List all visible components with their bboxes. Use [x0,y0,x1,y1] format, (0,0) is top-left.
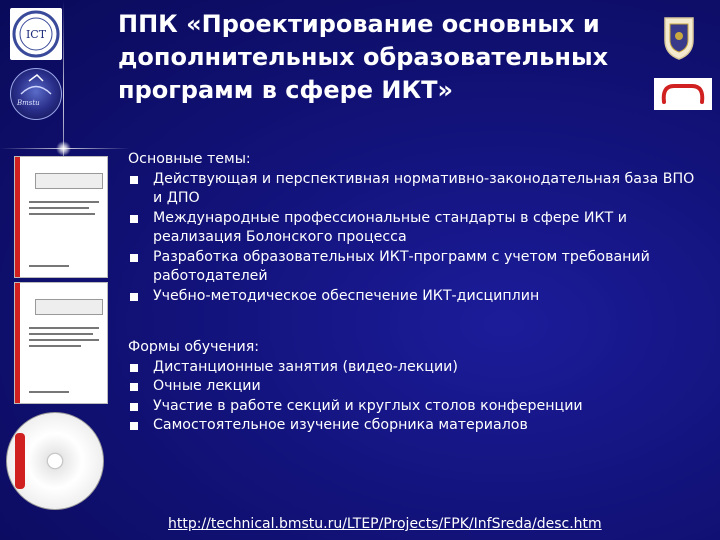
bullet-icon [130,293,138,301]
decorative-star [56,141,71,156]
partner-logo [654,78,712,110]
bullet-icon [130,176,138,184]
list-item: Очные лекции [128,377,698,397]
bmstu-logo [10,68,62,120]
book-cover-1 [14,156,108,278]
list-item: Участие в работе секций и круглых столов конференции [128,397,698,417]
section-heading-topics: Основные темы: [128,151,251,167]
slide-content [128,150,698,436]
bullet-icon [130,383,138,391]
section-heading-forms: Формы обучения: [128,339,260,355]
list-item: Дистанционные занятия (видео-лекции) [128,358,698,378]
page-title: ППК «Проектирование основных и дополнительных образовательных программ в сфере ИКТ» [118,10,609,104]
bullet-icon [130,215,138,223]
university-emblem [662,14,696,60]
bullet-icon [130,364,138,372]
bullet-icon [130,422,138,430]
bullet-icon [130,254,138,262]
cd-disc [6,412,104,510]
course-link[interactable]: http://technical.bmstu.ru/LTEP/Projects/FPK/InfSreda/desc.htm [168,516,602,532]
list-item: Учебно-методическое обеспечение ИКТ-дисциплин [128,287,698,307]
ict-logo [10,8,62,60]
list-item: Самостоятельное изучение сборника материалов [128,416,698,436]
list-item: Разработка образовательных ИКТ-программ с учетом требований работодателей [128,248,698,287]
list-item: Действующая и перспективная нормативно-законодательная база ВПО и ДПО [128,170,698,209]
bullet-icon [130,403,138,411]
list-item: Международные профессиональные стандарты в сфере ИКТ и реализация Болонского процесса [128,209,698,248]
topics-list [128,170,698,307]
bmstu-logo-label: Bmstu [17,99,40,107]
ict-logo-label: ICT [25,28,47,41]
book-cover-2 [14,282,108,404]
forms-list [128,358,698,436]
